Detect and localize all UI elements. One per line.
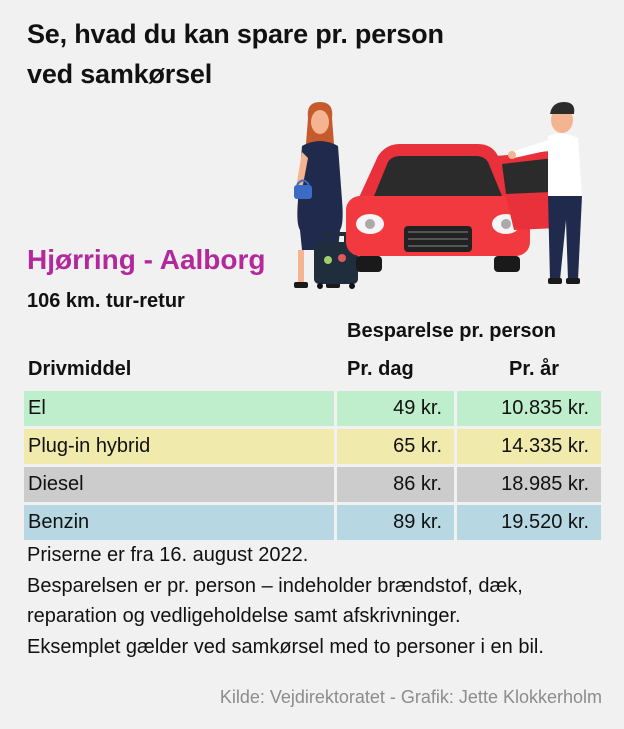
car-illustration [346,144,562,272]
cell-type: Benzin [24,505,334,540]
column-header-day: Pr. dag [347,358,414,380]
table-row-diesel [24,467,601,502]
cell-year: 14.335 kr. [457,429,601,464]
column-header-year: Pr. år [509,358,560,380]
page-title [27,14,497,94]
note-line: Priserne er fra 16. august 2022. [27,544,309,566]
footnotes [27,540,607,662]
cell-type: Diesel [24,467,334,502]
table-row-el [24,391,601,426]
cell-year: 18.985 kr. [457,467,601,502]
savings-group-header: Besparelse pr. person [347,320,556,342]
cell-day: 49 kr. [337,391,454,426]
carpool-illustration [286,100,606,290]
column-header-type: Drivmiddel [28,358,132,380]
table-row-benzin [24,505,601,540]
title-line-2: ved samkørsel [27,59,213,89]
cell-year: 10.835 kr. [457,391,601,426]
title-line-1: Se, hvad du kan spare pr. person [27,19,444,49]
cell-year: 19.520 kr. [457,505,601,540]
table-row-plug-in-hybrid [24,429,601,464]
note-line: Eksemplet gælder ved samkørsel med to personer i en bil. [27,635,544,658]
savings-table [24,391,601,543]
cell-type: Plug-in hybrid [24,429,334,464]
handbag-icon [294,185,312,199]
route-title: Hjørring - Aalborg [27,244,266,275]
source-credit: Kilde: Vejdirektoratet - Grafik: Jette Klokkerholm [219,687,602,707]
note-line: Besparelsen er pr. person – indeholder brændstof, dæk, [27,574,523,597]
note-line: reparation og vedligeholdelse samt afskrivninger. [27,605,461,627]
distance-label: 106 km. tur-retur [27,290,185,312]
cell-day: 65 kr. [337,429,454,464]
cell-type: El [24,391,334,426]
cell-day: 86 kr. [337,467,454,502]
cell-day: 89 kr. [337,505,454,540]
